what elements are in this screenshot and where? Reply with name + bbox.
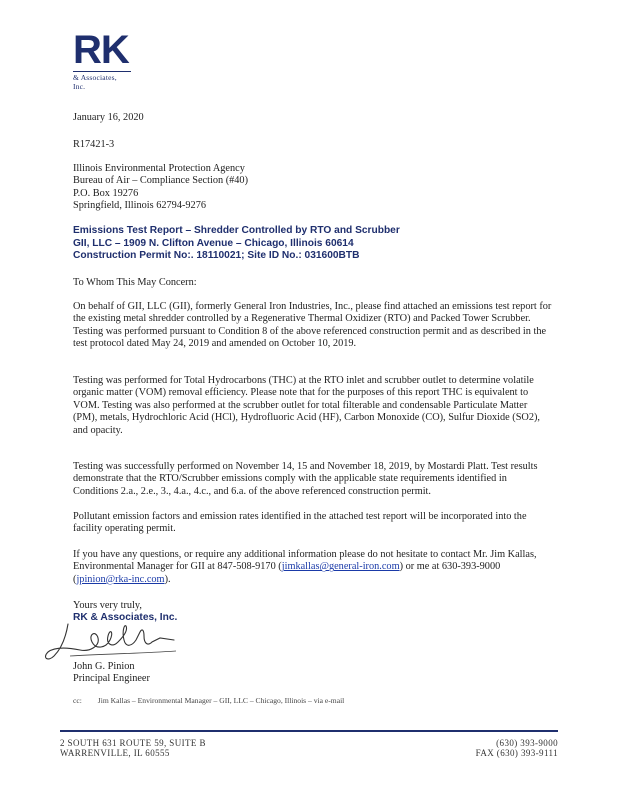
- footer-contact: [476, 738, 558, 758]
- firm-name: RK & Associates, Inc.: [73, 612, 178, 623]
- email-link-pinion[interactable]: jpinion@rka-inc.com: [76, 573, 165, 585]
- footer-divider: [60, 730, 558, 732]
- cc-label: cc:: [73, 696, 82, 705]
- recipient-address: [73, 163, 248, 213]
- footer-address-line: WARRENVILLE, IL 60555: [60, 748, 170, 758]
- body-paragraph: Pollutant emission factors and emission rates identified in the attached test report will be incorporated into the facility operating permit.: [73, 511, 527, 535]
- subject-line: Construction Permit No:. 18110021; Site ID No.: 031600BTB: [73, 250, 360, 262]
- footer-address: [60, 738, 206, 758]
- cc-line: [73, 696, 344, 705]
- footer-fax: FAX (630) 393-9111: [475, 748, 558, 758]
- body-paragraph: Testing was performed for Total Hydrocarbons (THC) at the RTO inlet and scrubber outlet to determine volatile organic matter (VOM) removal efficiency. Please note that for the purposes of this report THC is equivalent to VOM. Testing was also performed at the scrubber outlet for total filterable and condensable Particulate Matter (PM), metals, Hydrochloric Acid (HCl), Hydrofluoric Acid (HF), Carbon Monoxide (CO), Sulfur Dioxide (SO2), and opacity.: [73, 375, 541, 436]
- reference-number: R17421-3: [73, 139, 115, 150]
- recipient-line: P.O. Box 19276: [73, 187, 139, 199]
- body-paragraph: Testing was successfully performed on November 14, 15 and November 18, 2019, by Mostardi Platt. Test results demonstrate that the RTO/Scrubber emissions comply with the applicable state requirements identified in Conditions 2.a., 2.e., 3., 4.a., 4.c., and 6.a. of the above referenced construction permit.: [73, 461, 538, 497]
- subject-line: GII, LLC – 1909 N. Clifton Avenue – Chicago, Illinois 60614: [73, 237, 354, 249]
- signer-title: Principal Engineer: [73, 673, 150, 684]
- subject-block: [73, 225, 400, 263]
- closing: Yours very truly,: [73, 600, 142, 611]
- recipient-line: Bureau of Air – Compliance Section (#40): [73, 175, 249, 187]
- recipient-line: Springfield, Illinois 62794-9276: [73, 200, 206, 212]
- contact-text: If you have any questions, or require any additional information please do not hesitate to contact Mr. Jim Kallas, Environmental Manager for GII at 847-508-9170 (: [73, 549, 537, 573]
- contact-paragraph: [73, 549, 553, 586]
- handwritten-signature: [40, 618, 180, 666]
- cc-text: Jim Kallas – Environmental Manager – GII, LLC – Chicago, Illinois – via e-mail: [97, 696, 345, 705]
- footer-phone: (630) 393-9000: [496, 738, 558, 748]
- contact-text: ) or me at 630-393-9000 (: [73, 561, 501, 585]
- body-paragraph: On behalf of GII, LLC (GII), formerly General Iron Industries, Inc., please find attached an emissions test report for the existing metal shredder controlled by a Regenerative Thermal Oxidizer (RTO) and Packed Tower Scrubber. Testing was performed pursuant to Condition 8 of the above referenced construction permit and as described in the test protocol dated May 24, 2019 and amended on October 10, 2019.: [73, 301, 552, 350]
- company-logo: RK: [73, 28, 129, 72]
- footer-address-line: 2 SOUTH 631 ROUTE 59, SUITE B: [60, 738, 206, 748]
- recipient-line: Illinois Environmental Protection Agency: [73, 163, 245, 174]
- letter-date: January 16, 2020: [73, 112, 144, 123]
- salutation: To Whom This May Concern:: [73, 277, 197, 288]
- email-link-kallas[interactable]: jimkallas@general-iron.com: [281, 561, 400, 573]
- signer-name: John G. Pinion: [73, 661, 135, 672]
- contact-text: ).: [164, 573, 171, 585]
- company-logo-subtitle: & Associates, Inc.: [73, 71, 131, 91]
- subject-line: Emissions Test Report – Shredder Controlled by RTO and Scrubber: [73, 225, 400, 236]
